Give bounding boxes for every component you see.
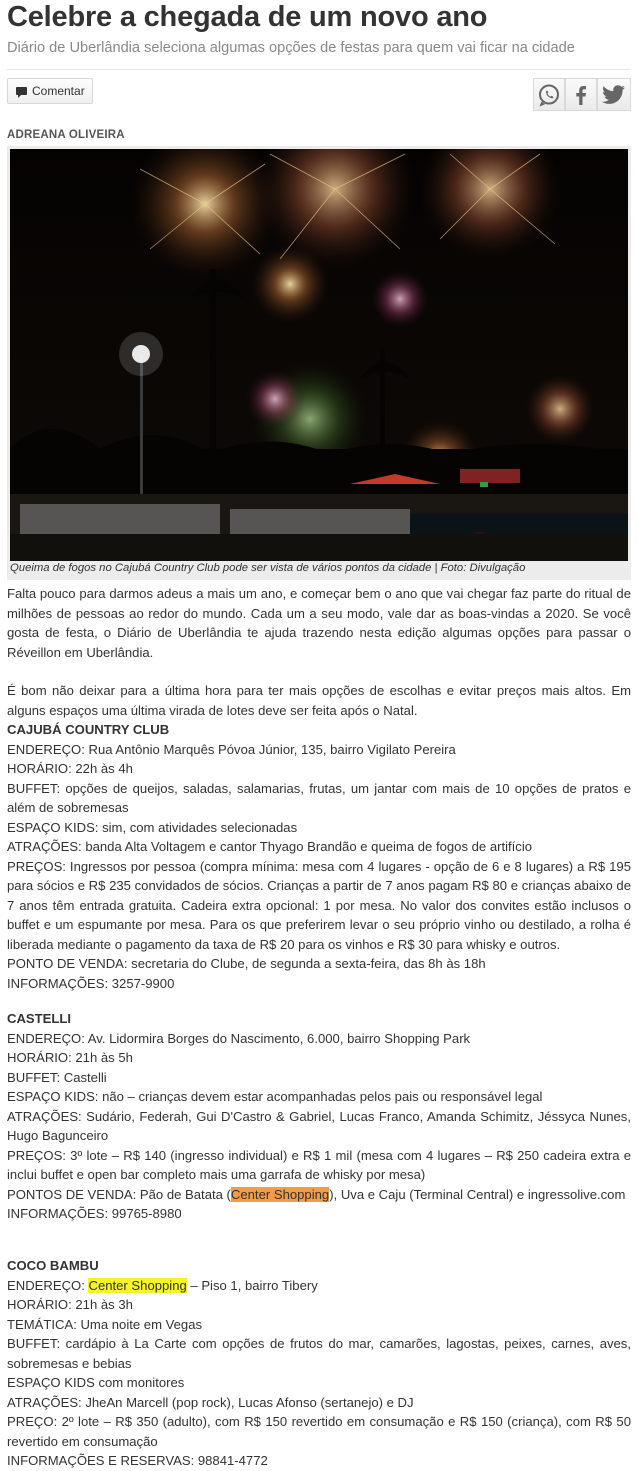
- venue-cajuba: [7, 720, 631, 993]
- whatsapp-icon: [537, 83, 561, 107]
- venue-sales-suffix: ), Uva e Caju (Terminal Central) e ingressolive.com: [329, 1186, 626, 1202]
- venue-buffet: BUFFET: Castelli: [7, 1069, 107, 1085]
- venue-hours: HORÁRIO: 22h às 4h: [7, 761, 133, 776]
- venue-attractions: ATRAÇÕES: Sudário, Federah, Gui D'Castro & Gabriel, Lucas Franco, Amanda Schimitz, Jéssyca Nunes, Hugo Bagunceiro: [7, 1108, 631, 1143]
- venue-sales-prefix: PONTOS DE VENDA: Pão de Batata (: [7, 1186, 231, 1202]
- article-author: ADREANA OLIVEIRA: [7, 129, 125, 141]
- comment-bubble-icon: [16, 87, 27, 95]
- venue-info: INFORMAÇÕES: 99765-8980: [7, 1206, 182, 1221]
- facebook-icon: [569, 83, 593, 107]
- venue-attractions: ATRAÇÕES: banda Alta Voltagem e cantor Thyago Brandão e queima de fogos de artifício: [7, 839, 533, 854]
- venue-name: CASTELLI: [7, 1011, 72, 1026]
- article-photo: [7, 146, 631, 580]
- center-shopping-link[interactable]: Center Shopping: [230, 1186, 330, 1202]
- venue-coco-bambu: [7, 1256, 631, 1471]
- fireworks-photo: [10, 149, 628, 561]
- venue-kids: ESPAÇO KIDS: não – crianças devem estar acompanhadas pelos pais ou responsável legal: [7, 1089, 543, 1104]
- venue-address: [7, 1276, 631, 1296]
- venue-address-suffix: – Piso 1, bairro Tibery: [186, 1277, 318, 1293]
- venue-hours: HORÁRIO: 21h às 3h: [7, 1297, 133, 1312]
- venue-buffet: BUFFET: opções de queijos, saladas, salamarias, frutas, um jantar com mais de 10 opções de pratos e além de sobremesas: [7, 780, 631, 815]
- venue-prices: PREÇOS: Ingressos por pessoa (compra mínima: mesa com 4 lugares - opção de 6 e 8 lugares) a R$ 195 para sócios e R$ 235 convidados de sócios. Crianças a partir de 7 anos pagam R$ 80 e crianças abaixo de 7 anos têm entrada gratuita. Cadeira extra opcional: 1 por mesa. No valor dos convites estão inclusos o buffet e um espumante por mesa. Para os que preferirem levar o seu próprio vinho ou destilado, a rolha é liberada mediante o pagamento da taxa de R$ 20 para os vinhos e R$ 30 para whisky e outros.: [7, 858, 631, 952]
- share-twitter-button[interactable]: [597, 78, 631, 111]
- venue-kids: ESPAÇO KIDS com monitores: [7, 1375, 185, 1390]
- venue-info: INFORMAÇÕES E RESERVAS: 98841-4772: [7, 1453, 268, 1468]
- venue-attractions: ATRAÇÕES: JheAn Marcell (pop rock), Lucas Afonso (sertanejo) e DJ: [7, 1394, 414, 1410]
- intro-paragraph-2: É bom não deixar para a última hora para ter mais opções de escolhas e evitar preços mais altos. Em alguns espaços uma última virada de lotes deve ser feita após o Natal.: [7, 683, 631, 718]
- venue-name: COCO BAMBU: [7, 1258, 99, 1273]
- venue-hours: HORÁRIO: 21h às 5h: [7, 1050, 133, 1065]
- venue-sales: PONTO DE VENDA: secretaria do Clube, de segunda a sexta-feira, das 8h às 18h: [7, 956, 486, 971]
- venue-sales: [7, 1185, 631, 1205]
- photo-caption: Queima de fogos no Cajubá Country Club pode ser vista de vários pontos da cidade | Foto: Divulgação: [10, 562, 526, 574]
- article-subtitle: Diário de Uberlândia seleciona algumas opções de festas para quem vai ficar na cidade: [7, 40, 575, 56]
- venue-name: CAJUBÁ COUNTRY CLUB: [7, 722, 170, 737]
- twitter-icon: [601, 84, 627, 106]
- share-whatsapp-button[interactable]: [533, 78, 565, 111]
- comment-button[interactable]: [7, 78, 93, 104]
- article-title: Celebre a chegada de um novo ano: [7, 1, 488, 33]
- venue-buffet: BUFFET: cardápio à La Carte com opções de frutos do mar, camarões, lagostas, peixes, carnes, aves, sobremesas e bebias: [7, 1336, 631, 1371]
- venue-prices: PREÇOS: 3º lote – R$ 140 (ingresso individual) e R$ 1 mil (mesa com 4 lugares – R$ 250 cadeira extra e inclui buffet e open bar completo mais uma garrafa de whisky por mesa): [7, 1147, 631, 1182]
- comment-button-label: Comentar: [32, 84, 85, 98]
- share-facebook-button[interactable]: [565, 78, 597, 111]
- venue-address: ENDEREÇO: Rua Antônio Marquês Póvoa Júnior, 135, bairro Vigilato Pereira: [7, 741, 456, 757]
- center-shopping-link[interactable]: Center Shopping: [88, 1277, 187, 1293]
- venue-theme: TEMÁTICA: Uma noite em Vegas: [7, 1316, 203, 1332]
- venue-kids: ESPAÇO KIDS: sim, com atividades selecionadas: [7, 819, 298, 835]
- venue-info: INFORMAÇÕES: 3257-9900: [7, 975, 175, 991]
- header-divider: [7, 69, 630, 70]
- venue-castelli: [7, 1009, 631, 1224]
- intro-paragraph-1: Falta pouco para darmos adeus a mais um ano, e começar bem o ano que vai chegar faz parte do ritual de milhões de pessoas ao redor do mundo. Cada um a seu modo, vale dar as boas-vindas a 2020. Se você gosta de festa, o Diário de Uberlândia te ajuda trazendo nesta edição algumas opções para passar o Réveillon em Uberlândia.: [7, 586, 631, 660]
- venue-address-prefix: ENDEREÇO:: [7, 1277, 89, 1293]
- venue-address: ENDEREÇO: Av. Lidormira Borges do Nascimento, 6.000, bairro Shopping Park: [7, 1030, 471, 1046]
- venue-price: PREÇO: 2º lote – R$ 350 (adulto), com R$ 150 revertido em consumação e R$ 150 (criança), com R$ 50 revertido em consumação: [7, 1414, 631, 1449]
